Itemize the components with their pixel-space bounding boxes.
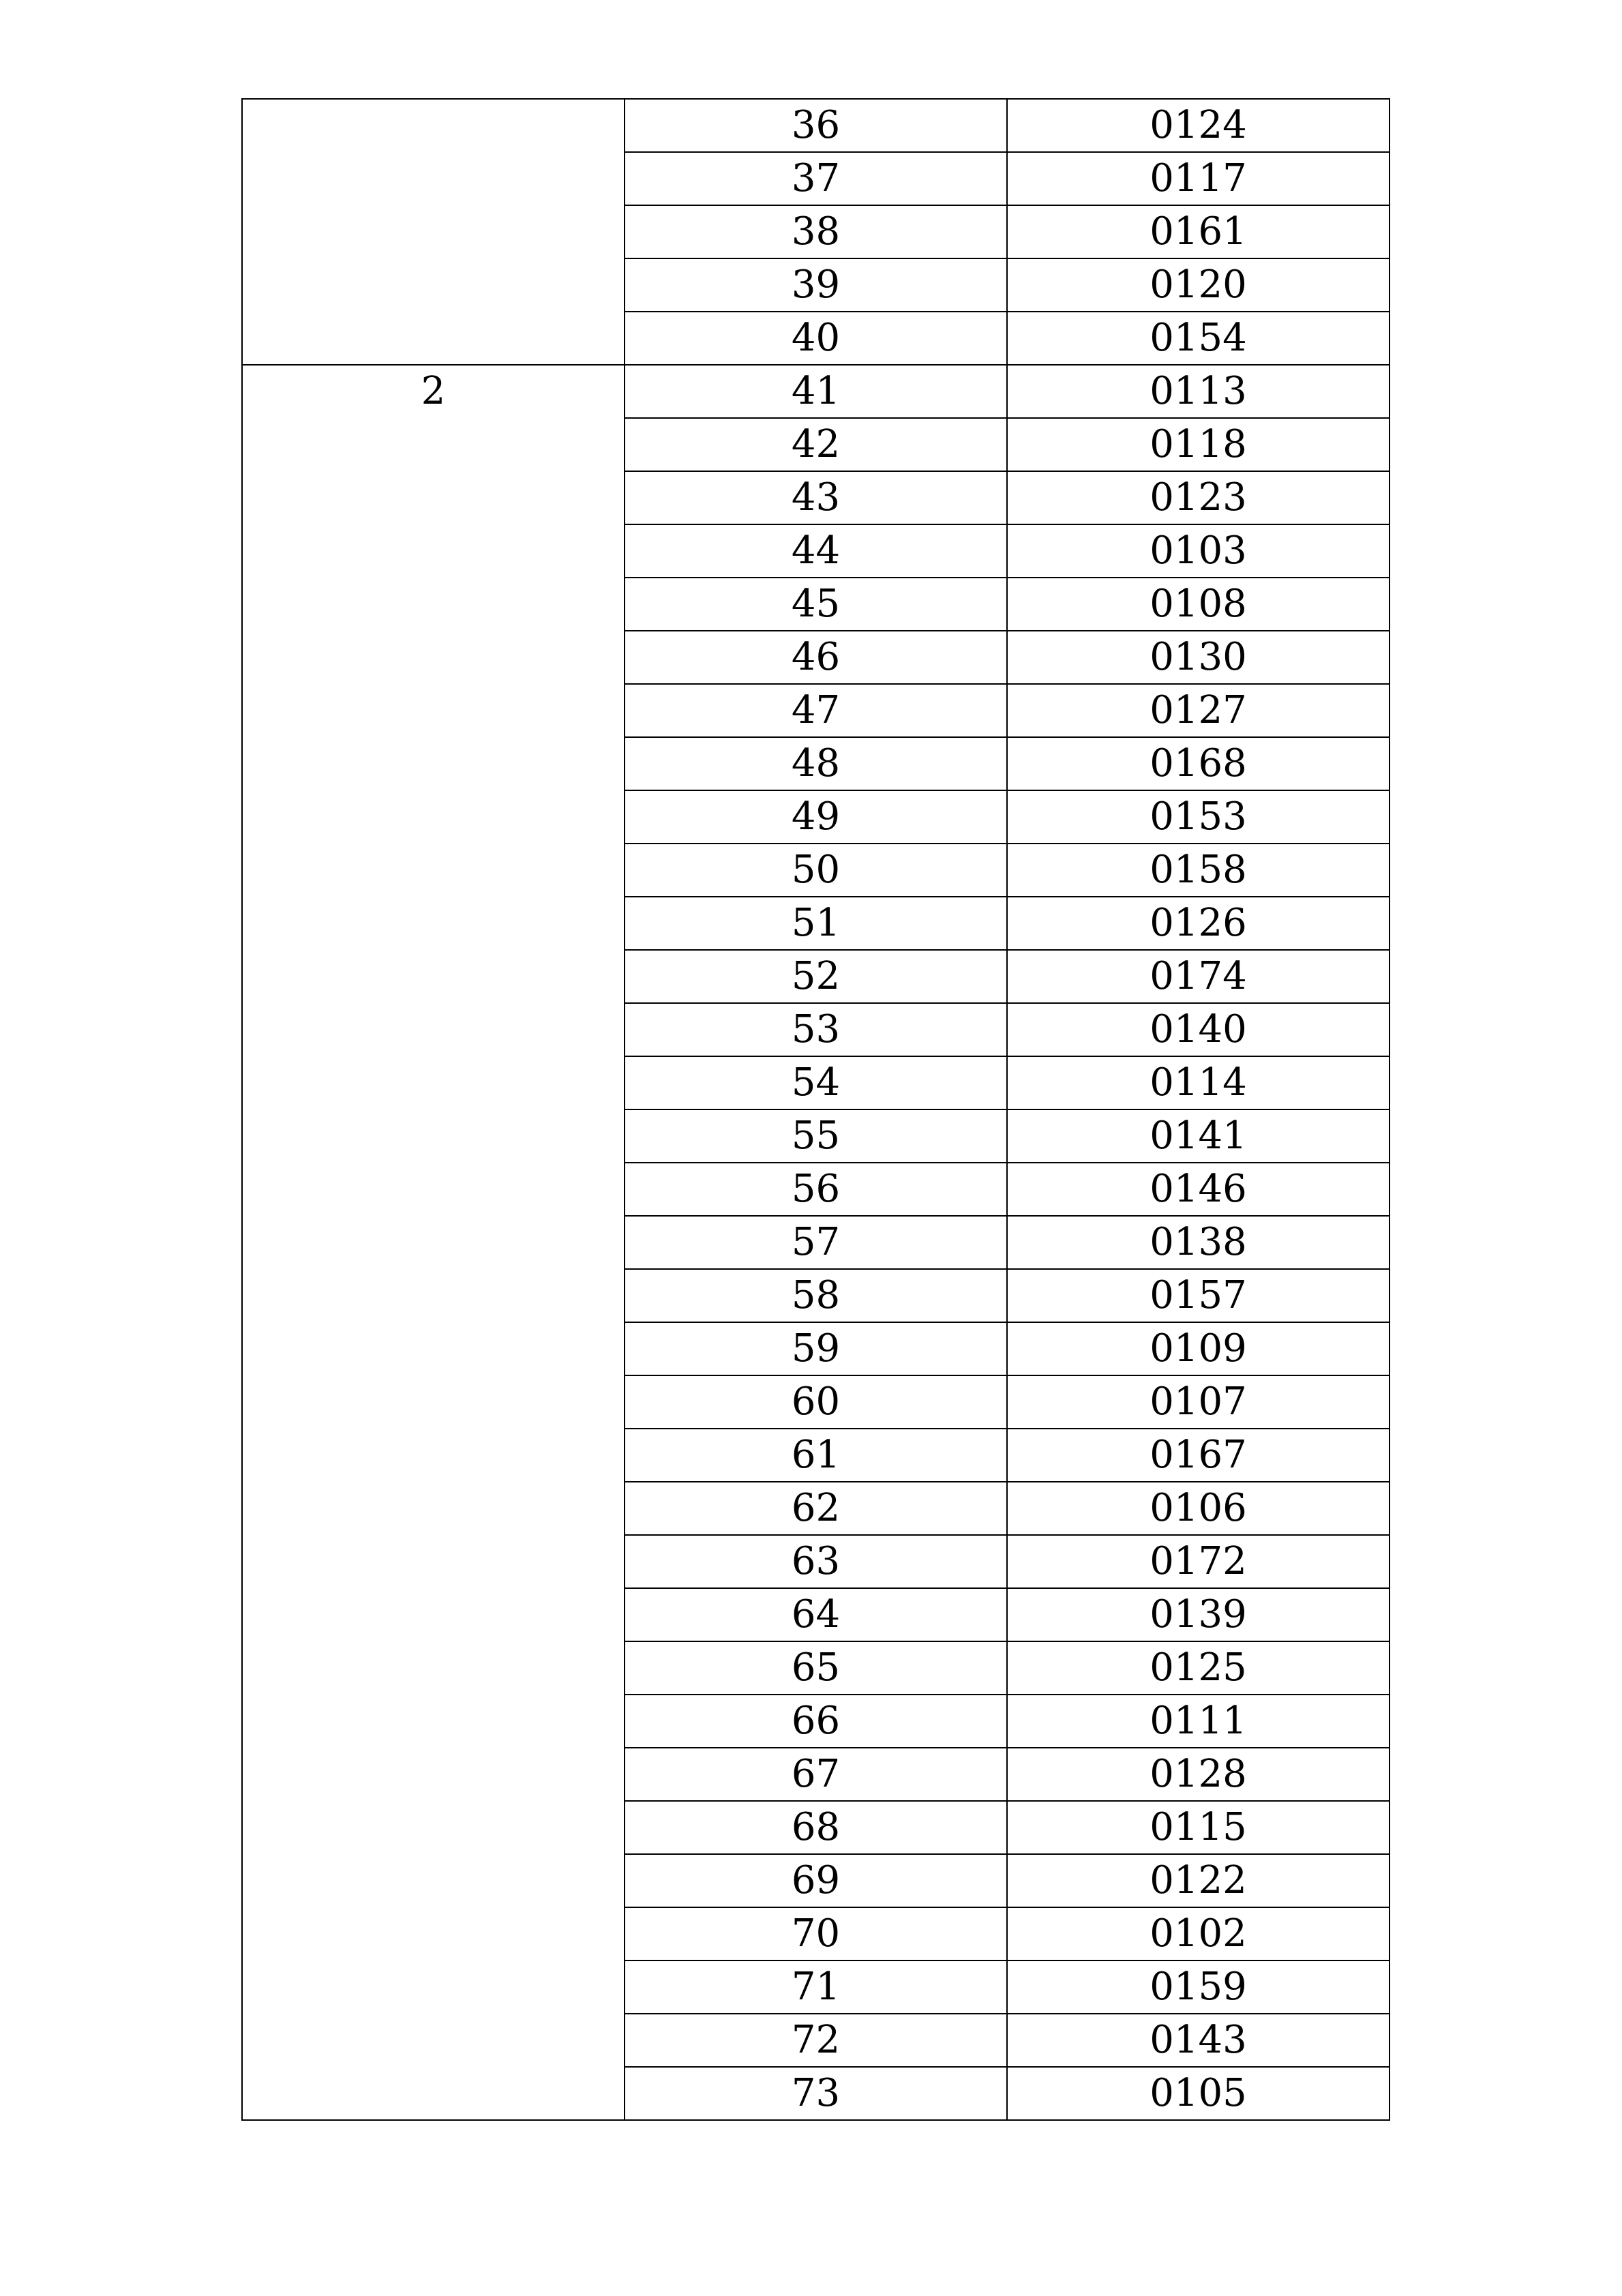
group-cell <box>242 99 625 365</box>
code-cell: 0157 <box>1007 1269 1390 1322</box>
sequence-number-cell: 39 <box>625 258 1007 312</box>
code-cell: 0115 <box>1007 1801 1390 1854</box>
sequence-number-cell: 47 <box>625 684 1007 737</box>
code-cell: 0153 <box>1007 790 1390 844</box>
code-cell: 0109 <box>1007 1322 1390 1375</box>
sequence-number-cell: 44 <box>625 524 1007 578</box>
sequence-number-cell: 73 <box>625 2067 1007 2120</box>
sequence-number-cell: 71 <box>625 1960 1007 2014</box>
code-cell: 0130 <box>1007 631 1390 684</box>
sequence-number-cell: 54 <box>625 1056 1007 1109</box>
code-cell: 0161 <box>1007 205 1390 258</box>
sequence-number-cell: 59 <box>625 1322 1007 1375</box>
sequence-number-cell: 50 <box>625 844 1007 897</box>
sequence-number-cell: 52 <box>625 950 1007 1003</box>
data-table <box>241 98 1390 2121</box>
code-cell: 0106 <box>1007 1482 1390 1535</box>
sequence-number-cell: 64 <box>625 1588 1007 1641</box>
sequence-number-cell: 46 <box>625 631 1007 684</box>
sequence-number-cell: 41 <box>625 365 1007 418</box>
code-cell: 0117 <box>1007 152 1390 205</box>
sequence-number-cell: 57 <box>625 1216 1007 1269</box>
sequence-number-cell: 49 <box>625 790 1007 844</box>
sequence-number-cell: 51 <box>625 897 1007 950</box>
sequence-number-cell: 69 <box>625 1854 1007 1907</box>
table-row <box>242 99 1390 152</box>
code-cell: 0125 <box>1007 1641 1390 1695</box>
code-cell: 0126 <box>1007 897 1390 950</box>
table-body <box>242 99 1390 2120</box>
sequence-number-cell: 45 <box>625 578 1007 631</box>
code-cell: 0139 <box>1007 1588 1390 1641</box>
code-cell: 0107 <box>1007 1375 1390 1429</box>
group-label: 2 <box>421 369 446 413</box>
code-cell: 0102 <box>1007 1907 1390 1960</box>
sequence-number-cell: 61 <box>625 1429 1007 1482</box>
code-cell: 0146 <box>1007 1163 1390 1216</box>
code-cell: 0172 <box>1007 1535 1390 1588</box>
code-cell: 0154 <box>1007 312 1390 365</box>
sequence-number-cell: 62 <box>625 1482 1007 1535</box>
code-cell: 0122 <box>1007 1854 1390 1907</box>
code-cell: 0140 <box>1007 1003 1390 1056</box>
code-cell: 0168 <box>1007 737 1390 790</box>
code-cell: 0143 <box>1007 2014 1390 2067</box>
group-cell <box>242 365 625 2120</box>
sequence-number-cell: 36 <box>625 99 1007 152</box>
code-cell: 0118 <box>1007 418 1390 471</box>
code-cell: 0120 <box>1007 258 1390 312</box>
sequence-number-cell: 37 <box>625 152 1007 205</box>
table-row <box>242 365 1390 418</box>
code-cell: 0111 <box>1007 1695 1390 1748</box>
code-cell: 0108 <box>1007 578 1390 631</box>
code-cell: 0141 <box>1007 1109 1390 1163</box>
code-cell: 0127 <box>1007 684 1390 737</box>
sequence-number-cell: 40 <box>625 312 1007 365</box>
sequence-number-cell: 43 <box>625 471 1007 524</box>
sequence-number-cell: 72 <box>625 2014 1007 2067</box>
sequence-number-cell: 60 <box>625 1375 1007 1429</box>
code-cell: 0124 <box>1007 99 1390 152</box>
sequence-number-cell: 67 <box>625 1748 1007 1801</box>
sequence-number-cell: 48 <box>625 737 1007 790</box>
code-cell: 0158 <box>1007 844 1390 897</box>
code-cell: 0128 <box>1007 1748 1390 1801</box>
code-cell: 0113 <box>1007 365 1390 418</box>
code-cell: 0167 <box>1007 1429 1390 1482</box>
code-cell: 0105 <box>1007 2067 1390 2120</box>
sequence-number-cell: 42 <box>625 418 1007 471</box>
sequence-number-cell: 68 <box>625 1801 1007 1854</box>
sequence-number-cell: 70 <box>625 1907 1007 1960</box>
code-cell: 0103 <box>1007 524 1390 578</box>
code-cell: 0174 <box>1007 950 1390 1003</box>
code-cell: 0123 <box>1007 471 1390 524</box>
sequence-number-cell: 65 <box>625 1641 1007 1695</box>
sequence-number-cell: 55 <box>625 1109 1007 1163</box>
sequence-number-cell: 56 <box>625 1163 1007 1216</box>
code-cell: 0138 <box>1007 1216 1390 1269</box>
code-cell: 0159 <box>1007 1960 1390 2014</box>
sequence-number-cell: 58 <box>625 1269 1007 1322</box>
sequence-number-cell: 66 <box>625 1695 1007 1748</box>
sequence-number-cell: 63 <box>625 1535 1007 1588</box>
sequence-number-cell: 38 <box>625 205 1007 258</box>
sequence-number-cell: 53 <box>625 1003 1007 1056</box>
code-cell: 0114 <box>1007 1056 1390 1109</box>
